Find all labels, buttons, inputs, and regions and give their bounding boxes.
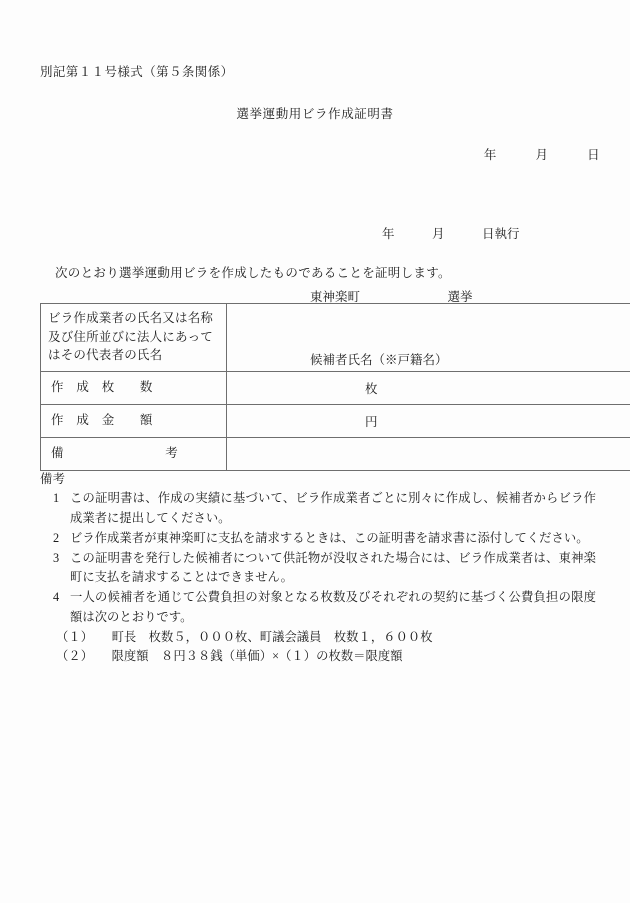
issue-date-line: 年 月 日 <box>483 148 600 162</box>
table-row <box>41 304 630 372</box>
lead-statement: 次のとおり選挙運動用ビラを作成したものであることを証明します。 <box>55 266 451 280</box>
execution-date-line: 年 月 日執行 <box>382 227 520 241</box>
note-number: 4 <box>53 590 60 604</box>
row-value-sheet-count[interactable]: 枚 <box>227 371 630 404</box>
note-text: 一人の候補者を通じて公費負担の対象となる枚数及びそれぞれの契約に基づく公費負担の限度額は次のとおりです。 <box>70 590 596 624</box>
municipality-line: 東神楽町 選挙 <box>310 290 473 304</box>
note-sub-item-2: （２） 限度額 ８円３８銭（単価）×（１）の枚数＝限度額 <box>56 649 403 663</box>
note-number: 2 <box>53 530 60 545</box>
note-sub-item-1: （１） 町長 枚数５，０００枚、町議会議員 枚数１，６００枚 <box>56 629 433 644</box>
note-number: 1 <box>53 491 60 505</box>
note-text: この証明書を発行した候補者について供託物が没収された場合には、ビラ作成業者は、東神楽町に支払を請求することはできません。 <box>70 550 596 584</box>
form-number: 別記第１１号様式（第５条関係） <box>40 65 234 79</box>
row-label-remarks: 備 考 <box>41 437 227 470</box>
candidate-name-line: 候補者氏名（※戸籍名） <box>310 353 448 367</box>
table-row <box>41 404 630 437</box>
note-item <box>40 549 596 588</box>
note-text: この証明書は、作成の実績に基づいて、ビラ作成業者ごとに別々に作成し、候補者からビラ作成業者に提出してください。 <box>70 491 596 525</box>
row-value-remarks[interactable] <box>227 437 630 470</box>
table-row <box>41 437 630 470</box>
note-number: 3 <box>53 550 60 565</box>
table-row <box>41 371 630 404</box>
page-title: 選挙運動用ビラ作成証明書 <box>236 107 394 121</box>
row-label-amount: 作 成 金 額 <box>41 404 227 437</box>
row-label-producer: ビラ作成業者の氏名又は名称及び住所並びに法人にあってはその代表者の氏名 <box>41 304 227 372</box>
row-label-sheet-count: 作 成 枚 数 <box>41 371 227 404</box>
row-value-amount[interactable]: 円 <box>227 404 630 437</box>
note-text: ビラ作成業者が東神楽町に支払を請求するときは、この証明書を請求書に添付してください。 <box>70 530 589 545</box>
notes-section <box>40 469 596 667</box>
certificate-table <box>40 303 630 471</box>
note-item <box>40 529 596 549</box>
row-value-producer[interactable] <box>227 304 630 372</box>
note-item <box>40 588 596 627</box>
note-item <box>40 489 596 528</box>
notes-heading: 備考 <box>40 472 66 486</box>
